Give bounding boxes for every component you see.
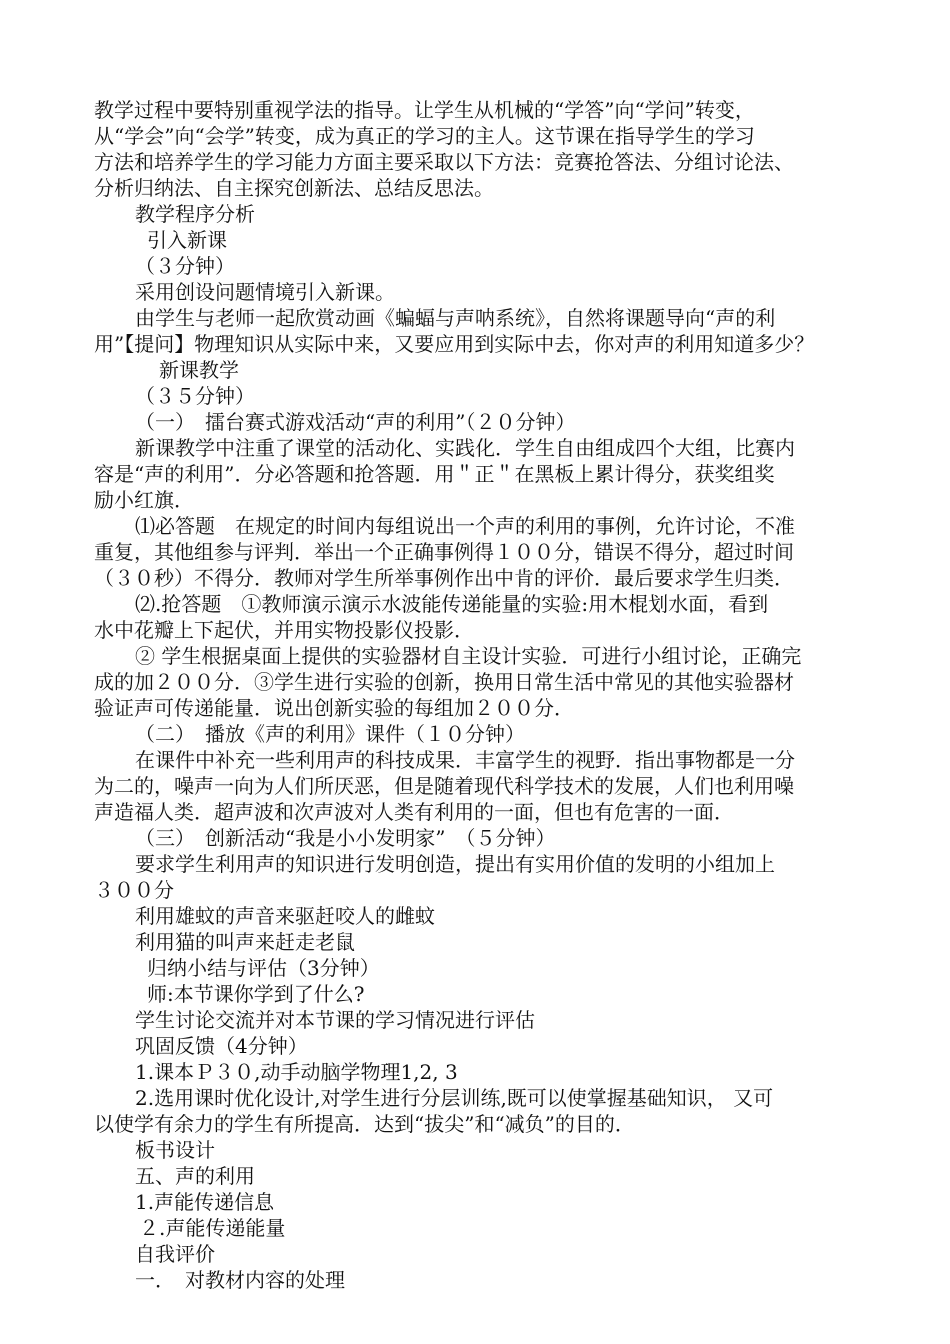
text-line: 1.课本Ｐ３０,动手动脑学物理1,2, 3 [135,1060,458,1084]
text-line: ３００分 [94,878,174,902]
subsection-heading: （三） 创新活动“我是小小发明家” （５分钟） [135,826,556,850]
text-line: 分析归纳法、自主探究创新法、总结反思法。 [94,176,494,200]
text-line: 利用雄蚊的声音来驱赶咬人的雌蚊 [135,904,435,928]
section-heading: 板书设计 [135,1138,215,1162]
section-heading: 归纳小结与评估（3分钟） [147,956,380,980]
text-line: 成的加２００分．③学生进行实验的创新，换用日常生活中常见的其他实验器材 [94,670,794,694]
text-line: 2.选用课时优化设计,对学生进行分层训练,既可以使掌握基础知识， 又可 [135,1086,774,1110]
duration-note: （３５分钟） [135,384,255,408]
text-line: 以使学有余力的学生有所提高．达到“拔尖”和“减负”的目的． [94,1112,635,1136]
text-line: 方法和培养学生的学习能力方面主要采取以下方法：竞赛抢答法、分组讨论法、 [94,150,794,174]
text-line: ⑴必答题 在规定的时间内每组说出一个声的利用的事例，允许讨论，不准 [135,514,795,538]
text-line: 容是“声的利用”．分必答题和抢答题．用＂正＂在黑板上累计得分，获奖组奖 [94,462,775,486]
section-heading: 教学程序分析 [135,202,255,226]
text-line: 要求学生利用声的知识进行发明创造，提出有实用价值的发明的小组加上 [135,852,775,876]
text-line: ２.声能传递能量 [139,1216,286,1240]
text-line: 励小红旗． [94,488,194,512]
text-line: 新课教学中注重了课堂的活动化、实践化．学生自由组成四个大组，比赛内 [135,436,795,460]
text-line: 由学生与老师一起欣赏动画《蝙蝠与声呐系统》，自然将课题导向“声的利 [135,306,776,330]
text-line: 学生讨论交流并对本节课的学习情况进行评估 [135,1008,535,1032]
duration-note: （３分钟） [135,254,235,278]
text-line: 五、声的利用 [135,1164,255,1188]
text-line: 一． 对教材内容的处理 [135,1268,345,1292]
text-line: 教学过程中要特别重视学法的指导。让学生从机械的“学答”向“学问”转变， [94,98,755,122]
text-line: 师:本节课你学到了什么? [147,982,365,1006]
subsection-heading: （二） 播放《声的利用》课件（１０分钟） [135,722,525,746]
text-line: （３０秒）不得分．教师对学生所举事例作出中肯的评价．最后要求学生归类． [94,566,794,590]
section-heading: 新课教学 [159,358,239,382]
section-heading: 自我评价 [135,1242,215,1266]
text-line: 采用创设问题情境引入新课。 [135,280,395,304]
text-line: ② 学生根据桌面上提供的实验器材自主设计实验．可进行小组讨论，正确完 [135,644,802,668]
text-line: 在课件中补充一些利用声的科技成果．丰富学生的视野．指出事物都是一分 [135,748,795,772]
subsection-heading: （一） 擂台赛式游戏活动“声的利用”（２０分钟） [135,410,576,434]
text-line: ⑵.抢答题 ①教师演示演示水波能传递能量的实验:用木棍划水面，看到 [135,592,769,616]
text-line: 重复，其他组参与评判．举出一个正确事例得１００分，错误不得分，超过时间 [94,540,794,564]
text-line: 为二的，噪声一向为人们所厌恶，但是随着现代科学技术的发展，人们也利用噪 [94,774,794,798]
text-line: 水中花瓣上下起伏，并用实物投影仪投影． [94,618,474,642]
text-line: 从“学会”向“会学”转变，成为真正的学习的主人。这节课在指导学生的学习 [94,124,755,148]
text-line: 验证声可传递能量．说出创新实验的每组加２００分． [94,696,574,720]
section-heading: 引入新课 [147,228,227,252]
text-line: 1.声能传递信息 [135,1190,275,1214]
text-line: 利用猫的叫声来赶走老鼠 [135,930,355,954]
text-line: 声造福人类．超声波和次声波对人类有利用的一面，但也有危害的一面． [94,800,734,824]
text-line: 用”【提问】物理知识从实际中来，又要应用到实际中去，你对声的利用知道多少？ [94,332,815,356]
section-heading: 巩固反馈（4分钟） [135,1034,308,1058]
